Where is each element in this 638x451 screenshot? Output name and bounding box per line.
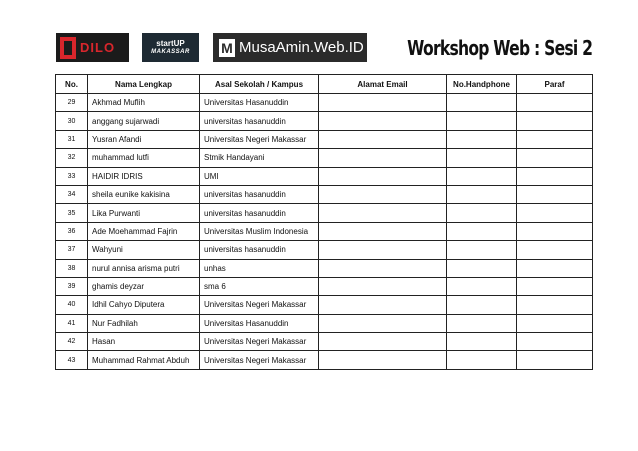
phone-cell [447, 185, 517, 203]
musaamin-logo [213, 33, 367, 62]
dilo-logo [56, 33, 129, 62]
musaamin-logo-text: MusaAmin.Web.ID [239, 39, 364, 56]
school-name: unhas [200, 259, 319, 277]
column-header-email: Alamat Email [319, 75, 447, 94]
dilo-mark-icon [60, 37, 76, 59]
school-name: UMI [200, 167, 319, 185]
participant-name: Wahyuni [88, 241, 200, 259]
signature-cell [517, 112, 593, 130]
musaamin-mark-icon: M [219, 39, 235, 57]
email-cell [319, 296, 447, 314]
phone-cell [447, 149, 517, 167]
signature-cell [517, 222, 593, 240]
phone-cell [447, 112, 517, 130]
column-header-phone: No.Handphone [447, 75, 517, 94]
table-body [56, 94, 593, 370]
school-name: sma 6 [200, 277, 319, 295]
phone-cell [447, 296, 517, 314]
participant-name: Idhil Cahyo Diputera [88, 296, 200, 314]
participant-name: sheila eunike kakisina [88, 185, 200, 203]
school-name: Universitas Negeri Makassar [200, 351, 319, 369]
row-number: 30 [56, 112, 88, 130]
row-number: 29 [56, 94, 88, 112]
participant-name: Muhammad Rahmat Abduh [88, 351, 200, 369]
school-name: Universitas Muslim Indonesia [200, 222, 319, 240]
row-number: 40 [56, 296, 88, 314]
email-cell [319, 149, 447, 167]
page-header [0, 0, 638, 70]
email-cell [319, 222, 447, 240]
phone-cell [447, 130, 517, 148]
signature-cell [517, 351, 593, 369]
participant-name: Ade Moehammad Fajrin [88, 222, 200, 240]
phone-cell [447, 241, 517, 259]
signature-cell [517, 259, 593, 277]
participant-name: ghamis deyzar [88, 277, 200, 295]
phone-cell [447, 222, 517, 240]
table-row [56, 222, 593, 240]
school-name: universitas hasanuddin [200, 204, 319, 222]
column-header-paraf: Paraf [517, 75, 593, 94]
column-header-no: No. [56, 75, 88, 94]
school-name: Universitas Negeri Makassar [200, 296, 319, 314]
signature-cell [517, 314, 593, 332]
email-cell [319, 112, 447, 130]
signature-cell [517, 149, 593, 167]
table-row [56, 112, 593, 130]
participant-name: HAIDIR IDRIS [88, 167, 200, 185]
phone-cell [447, 351, 517, 369]
row-number: 36 [56, 222, 88, 240]
row-number: 37 [56, 241, 88, 259]
phone-cell [447, 314, 517, 332]
startup-logo-text: startUP [156, 38, 185, 48]
table-row [56, 94, 593, 112]
signature-cell [517, 167, 593, 185]
startup-makassar-logo [142, 33, 199, 62]
table-row [56, 130, 593, 148]
row-number: 39 [56, 277, 88, 295]
row-number: 38 [56, 259, 88, 277]
table-row [56, 333, 593, 351]
participant-name: anggang sujarwadi [88, 112, 200, 130]
table-header-row [56, 75, 593, 94]
email-cell [319, 314, 447, 332]
school-name: universitas hasanuddin [200, 241, 319, 259]
attendance-table [55, 74, 593, 370]
school-name: universitas hasanuddin [200, 185, 319, 203]
participant-name: Lika Purwanti [88, 204, 200, 222]
phone-cell [447, 333, 517, 351]
startup-logo-subtext: MAKASSAR [151, 48, 190, 55]
dilo-logo-text: DILO [80, 40, 116, 55]
email-cell [319, 204, 447, 222]
signature-cell [517, 94, 593, 112]
phone-cell [447, 204, 517, 222]
row-number: 31 [56, 130, 88, 148]
phone-cell [447, 277, 517, 295]
table-row [56, 351, 593, 369]
table-row [56, 314, 593, 332]
row-number: 33 [56, 167, 88, 185]
school-name: Universitas Negeri Makassar [200, 130, 319, 148]
row-number: 43 [56, 351, 88, 369]
email-cell [319, 130, 447, 148]
table-row [56, 259, 593, 277]
participant-name: Hasan [88, 333, 200, 351]
email-cell [319, 333, 447, 351]
signature-cell [517, 241, 593, 259]
school-name: universitas hasanuddin [200, 112, 319, 130]
participant-name: Akhmad Muflih [88, 94, 200, 112]
row-number: 41 [56, 314, 88, 332]
row-number: 35 [56, 204, 88, 222]
school-name: Stmik Handayani [200, 149, 319, 167]
table-row [56, 149, 593, 167]
signature-cell [517, 204, 593, 222]
row-number: 42 [56, 333, 88, 351]
school-name: Universitas Hasanuddin [200, 94, 319, 112]
column-header-name: Nama Lengkap [88, 75, 200, 94]
email-cell [319, 351, 447, 369]
school-name: Universitas Hasanuddin [200, 314, 319, 332]
table-row [56, 204, 593, 222]
phone-cell [447, 167, 517, 185]
row-number: 32 [56, 149, 88, 167]
email-cell [319, 259, 447, 277]
email-cell [319, 167, 447, 185]
participant-name: nurul annisa arisma putri [88, 259, 200, 277]
phone-cell [447, 259, 517, 277]
signature-cell [517, 130, 593, 148]
email-cell [319, 241, 447, 259]
school-name: Universitas Negeri Makassar [200, 333, 319, 351]
signature-cell [517, 185, 593, 203]
table-row [56, 167, 593, 185]
signature-cell [517, 296, 593, 314]
table-row [56, 277, 593, 295]
row-number: 34 [56, 185, 88, 203]
signature-cell [517, 277, 593, 295]
email-cell [319, 277, 447, 295]
phone-cell [447, 94, 517, 112]
page-title: Workshop Web : Sesi 2 [406, 36, 592, 60]
column-header-school: Asal Sekolah / Kampus [200, 75, 319, 94]
participant-name: muhammad lutfi [88, 149, 200, 167]
email-cell [319, 185, 447, 203]
participant-name: Yusran Afandi [88, 130, 200, 148]
table-row [56, 185, 593, 203]
table-row [56, 241, 593, 259]
signature-cell [517, 333, 593, 351]
table-row [56, 296, 593, 314]
email-cell [319, 94, 447, 112]
participant-name: Nur Fadhilah [88, 314, 200, 332]
